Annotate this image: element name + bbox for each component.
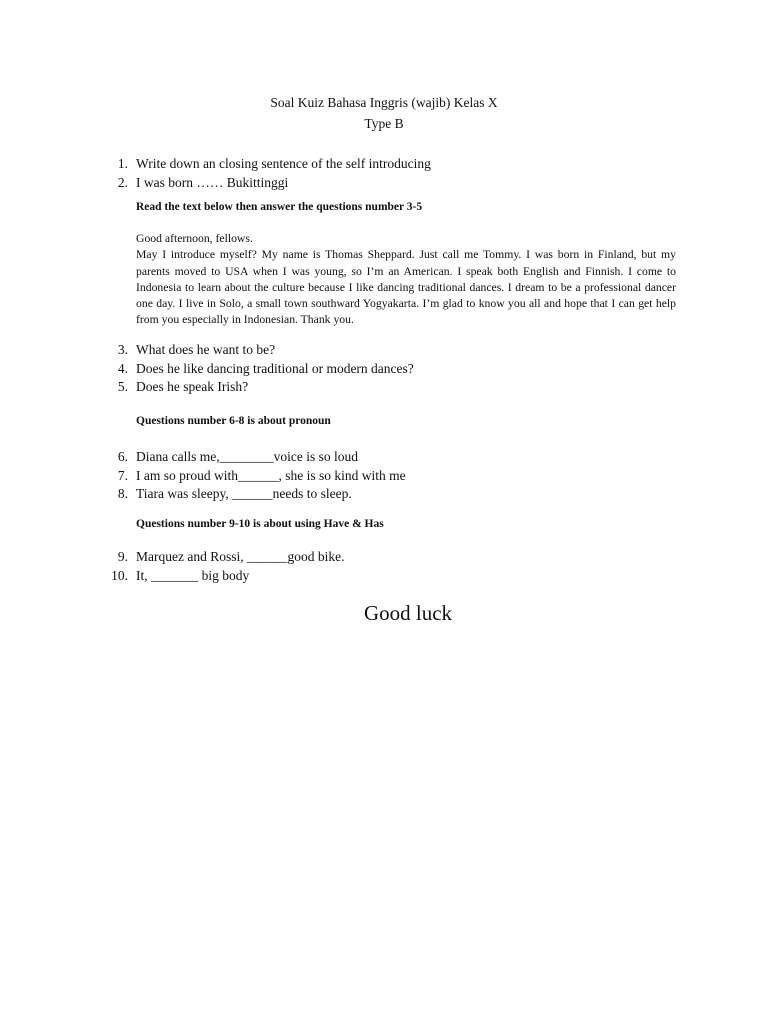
question-item [106,567,686,586]
question-item [106,548,686,567]
question-number: 4. [117,360,128,376]
question-item [106,467,686,486]
closing-text: Good luck [363,601,453,625]
question-text: I was born …… Bukittinggi [136,174,289,190]
question-number: 6. [117,449,128,464]
reading-heading: Read the text below then answer the questions number 3-5 [136,201,423,213]
question-item [106,360,686,379]
question-number: 10. [111,567,128,583]
passage-body: May I introduce myself? My name is Thomas Sheppard. Just call me Tommy. I was born in Finland, but my parents moved to USA when I was young, so I’m an American. I speak both English and Finnish. I come to Indonesia to learn about the culture because I like dancing traditional dances. I dream to be a professional dancer one day. I live in Solo, a small town southward Yogyakarta. I’m glad to know you all and hope that I can get help from you especially in Indonesian. Thank you. [136,248,676,327]
passage-greeting: Good afternoon, fellows. [136,232,253,245]
question-text: Does he speak Irish? [136,379,249,394]
quiz-type: Type B [364,116,404,131]
question-item [106,448,686,467]
question-item [106,378,686,397]
question-text: Marquez and Rossi, ______good bike. [136,549,345,564]
question-number: 8. [117,486,128,501]
question-item [106,341,686,360]
question-text: Write down an closing sentence of the self introducing [136,156,431,171]
pronoun-heading: Questions number 6-8 is about pronoun [136,415,331,427]
have-has-heading: Questions number 9-10 is about using Have & Has [136,518,384,530]
question-text: What does he want to be? [136,342,276,357]
question-text: Diana calls me,________voice is so loud [136,449,358,464]
question-text: I am so proud with______, she is so kind with me [136,467,406,483]
question-number: 7. [117,467,128,483]
question-item [106,485,686,504]
question-list-pronoun [106,448,686,504]
question-number: 1. [117,156,128,171]
question-text: Does he like dancing traditional or modern dances? [136,360,414,376]
question-list-have-has [106,548,686,585]
question-text: It, _______ big body [136,567,250,583]
quiz-title: Soal Kuiz Bahasa Inggris (wajib) Kelas X [270,95,498,110]
reading-passage [136,231,676,329]
question-number: 3. [117,342,128,357]
question-list-2 [106,341,686,397]
question-number: 9. [117,549,128,564]
question-item [106,155,686,174]
question-text: Tiara was sleepy, ______needs to sleep. [136,486,352,501]
question-item [106,174,686,193]
question-number: 5. [117,379,128,394]
question-list-1 [106,155,686,192]
question-number: 2. [117,174,128,190]
